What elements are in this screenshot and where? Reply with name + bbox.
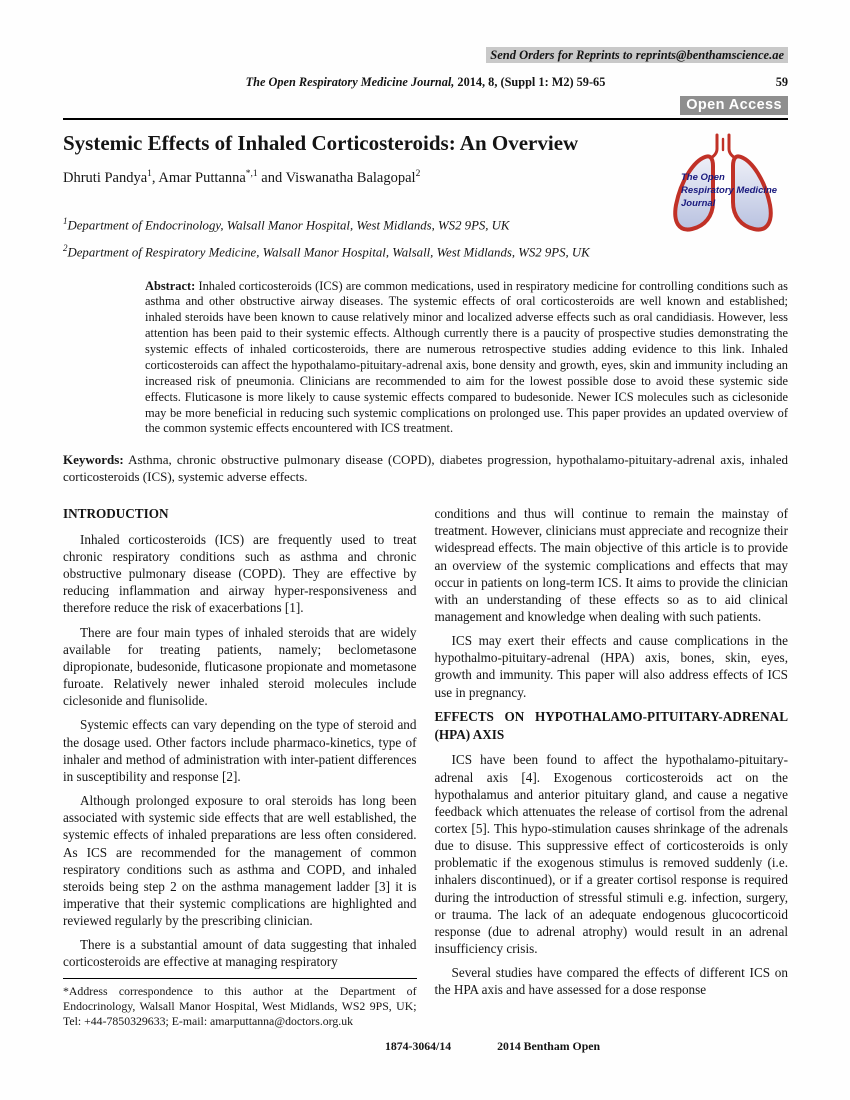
paragraph: There are four main types of inhaled steroids that are widely available for treating patients, namely; beclometasone dipropionate, budesonide, fluticasone propionate and mometasone furoate. Relatively newer inhaled steroid molecules include ciclesonide and flunisolide. (63, 624, 417, 709)
reprint-row (63, 46, 788, 63)
logo-text-line3: Journal (681, 198, 716, 209)
paragraph: There is a substantial amount of data suggesting that inhaled corticosteroids are effective at managing respiratory (63, 937, 417, 970)
correspondence-text: *Address correspondence to this author at the Department of Endocrinology, Walsall Manor Hospital, West Midlands, WS2 9PS, UK; Tel: +44-7850329633; E-mail: amarputtanna@doctors.org.uk (63, 983, 417, 1029)
keywords (63, 452, 788, 486)
author-2: Amar Puttanna (158, 169, 246, 186)
authors-line (63, 169, 648, 187)
paragraph: Several studies have compared the effects of different ICS on the HPA axis and have assessed for a dose response (434, 965, 788, 998)
title-left (63, 131, 648, 271)
title-block (63, 131, 788, 271)
abstract-text: Inhaled corticosteroids (ICS) are common medications, used in respiratory medicine for controlling conditions such as asthma and other obstructive airway diseases. The systemic effects of oral corticosteroids are well known and established; inhaled steroids have been known to cause relatively minor and localized adverse effects such as oral candidiasis. However, less attention has been paid to their systemic effects. Although currently there is a paucity of prospective studies demonstrating the systemic effects of inhaled corticosteroids, there are numerous retrospective studies adding evidence to this link. Inhaled corticosteroids can affect the hypothalamo-pituitary-adrenal axis, bone density and growth, eyes, skin and immunity including an increased risk of pneumonia. Clinicians are recommended to aim for the lowest possible dose to avoid these systemic side effects. Fluticasone is more likely to cause systemic effects compared to budesonide. Newer ICS molecules such as ciclesonide may be more beneficial in reducing such systemic complications on prolonged use. This paper provides an updated overview of the common systemic effects encountered with ICS treatment. (145, 278, 788, 436)
author-3: Viswanatha Balagopal (285, 169, 416, 186)
right-column (435, 505, 789, 1025)
footnote-divider (63, 978, 417, 979)
section-heading-introduction: INTRODUCTION (63, 506, 169, 522)
header-divider (63, 118, 788, 120)
correspondence-footnote (63, 978, 417, 1041)
affiliation-1-mark: 1 (63, 215, 68, 226)
page-number: 59 (775, 75, 788, 89)
abstract-label: Abstract: (145, 278, 196, 293)
keywords-label: Keywords: (63, 452, 124, 468)
open-access-row (63, 96, 788, 117)
section-heading-hpa-axis: EFFECTS ON HYPOTHALAMO-PITUITARY-ADRENAL (HPA) AXIS (434, 708, 788, 742)
affiliation-2-mark: 2 (63, 243, 68, 254)
affiliation-1 (63, 216, 648, 233)
citation-row (63, 75, 788, 91)
paragraph: ICS have been found to affect the hypothalamo-pituitary-adrenal axis [4]. Exogenous corticosteroids act on the hypothalamus and anterior pituitary gland, and cause a negative feedback which attenuates the release of cortisol from the adrenal cortex [5]. This hypo-stimulation causes shrinkage of the adrenals due to disuse. This suppressive effect of corticosteroids is only problematic if the exogenous stimulus is removed suddenly (i.e. inhalers discontinued), or if a greater cortisol response is required during the introduction of stressful stimuli e.g. infection, surgery, or trauma. The lack of an adequate endogenous glucocorticoid response (due to adrenal atrophy) would result in an adrenal insufficiency crisis. (434, 752, 788, 957)
journal-name: The Open Respiratory Medicine Journal, (245, 75, 455, 89)
paragraph: Although prolonged exposure to oral steroids has long been associated with systemic side effects that are well established, the systemic effects of inhaled preparations are less often considered. As ICS are recommended for the management of common respiratory conditions such as asthma and COPD, and inhaled steroids being step 2 on the asthma management ladder [3] it is imperative that their systemic complications are highlighted and reviewed regularly by the prescribing clinician. (63, 793, 417, 929)
issn: 1874-3064/14 (384, 1039, 452, 1054)
keywords-text: Asthma, chronic obstructive pulmonary disease (COPD), diabetes progression, hypothalamo-pituitary-adrenal axis, inhaled corticosteroids (ICS), systemic adverse effects. (63, 452, 788, 485)
affiliation-2-text: Department of Respiratory Medicine, Walsall Manor Hospital, Walsall, West Midlands, WS2 9PS, UK (67, 245, 590, 260)
affiliation-2 (63, 243, 648, 260)
affiliation-1-text: Department of Endocrinology, Walsall Manor Hospital, West Midlands, WS2 9PS, UK (67, 218, 510, 233)
paragraph: Inhaled corticosteroids (ICS) are frequently used to treat chronic respiratory conditions such as asthma and chronic obstructive pulmonary disease (COPD). They are effective by reducing inflammation and airway hyper-responsiveness and therefore reduce the risk of exacerbations [1]. (63, 531, 417, 616)
lungs-icon (658, 133, 788, 237)
journal-citation (246, 75, 606, 89)
abstract (145, 279, 788, 438)
page-footer (63, 1039, 788, 1054)
author-separator-2: and (257, 169, 286, 186)
paragraph: conditions and thus will continue to remain the mainstay of treatment. However, clinicians must appreciate and recognize their widespread effects. The main objective of this article is to provide an overview of the systemic complications and effects that may occur in patients on long-term ICS. It aims to provide the clinician with an understanding of these effects so as to aid clinical management and knowledge when dealing with such patients. (434, 506, 788, 624)
logo-text-line1: The Open (681, 172, 725, 183)
reprint-notice: Send Orders for Reprints to reprints@benthamscience.ae (486, 47, 788, 63)
copyright: 2014 Bentham Open (497, 1039, 601, 1054)
journal-logo (658, 133, 788, 237)
logo-text-line2: Respiratory Medicine (681, 185, 778, 196)
body-columns (63, 505, 788, 1029)
author-separator-1: , (151, 169, 159, 186)
author-1-affmark: 1 (147, 169, 152, 180)
open-access-badge: Open Access (680, 96, 788, 115)
paragraph: Systemic effects can vary depending on the type of steroid and the dosage used. Other factors include pharmaco-kinetics, type of inhaler and method of administration with inter-patient differences in susceptibility and response [2]. (63, 717, 417, 784)
article-title: Systemic Effects of Inhaled Corticosteroids: An Overview (63, 131, 579, 155)
left-column (63, 505, 417, 1029)
author-3-affmark: 2 (415, 169, 421, 180)
author-2-affmark: *,1 (245, 169, 258, 180)
citation-details: 2014, 8, (Suppl 1: M2) 59-65 (454, 75, 606, 89)
affiliations (63, 216, 648, 261)
paragraph: ICS may exert their effects and cause complications in the hypothalmo-pituitary-adrenal (HPA) axis, bones, skin, eyes, growth and immunity. This paper will also address effects of ICS use in pregnancy. (434, 633, 788, 700)
author-1: Dhruti Pandya (63, 169, 148, 186)
